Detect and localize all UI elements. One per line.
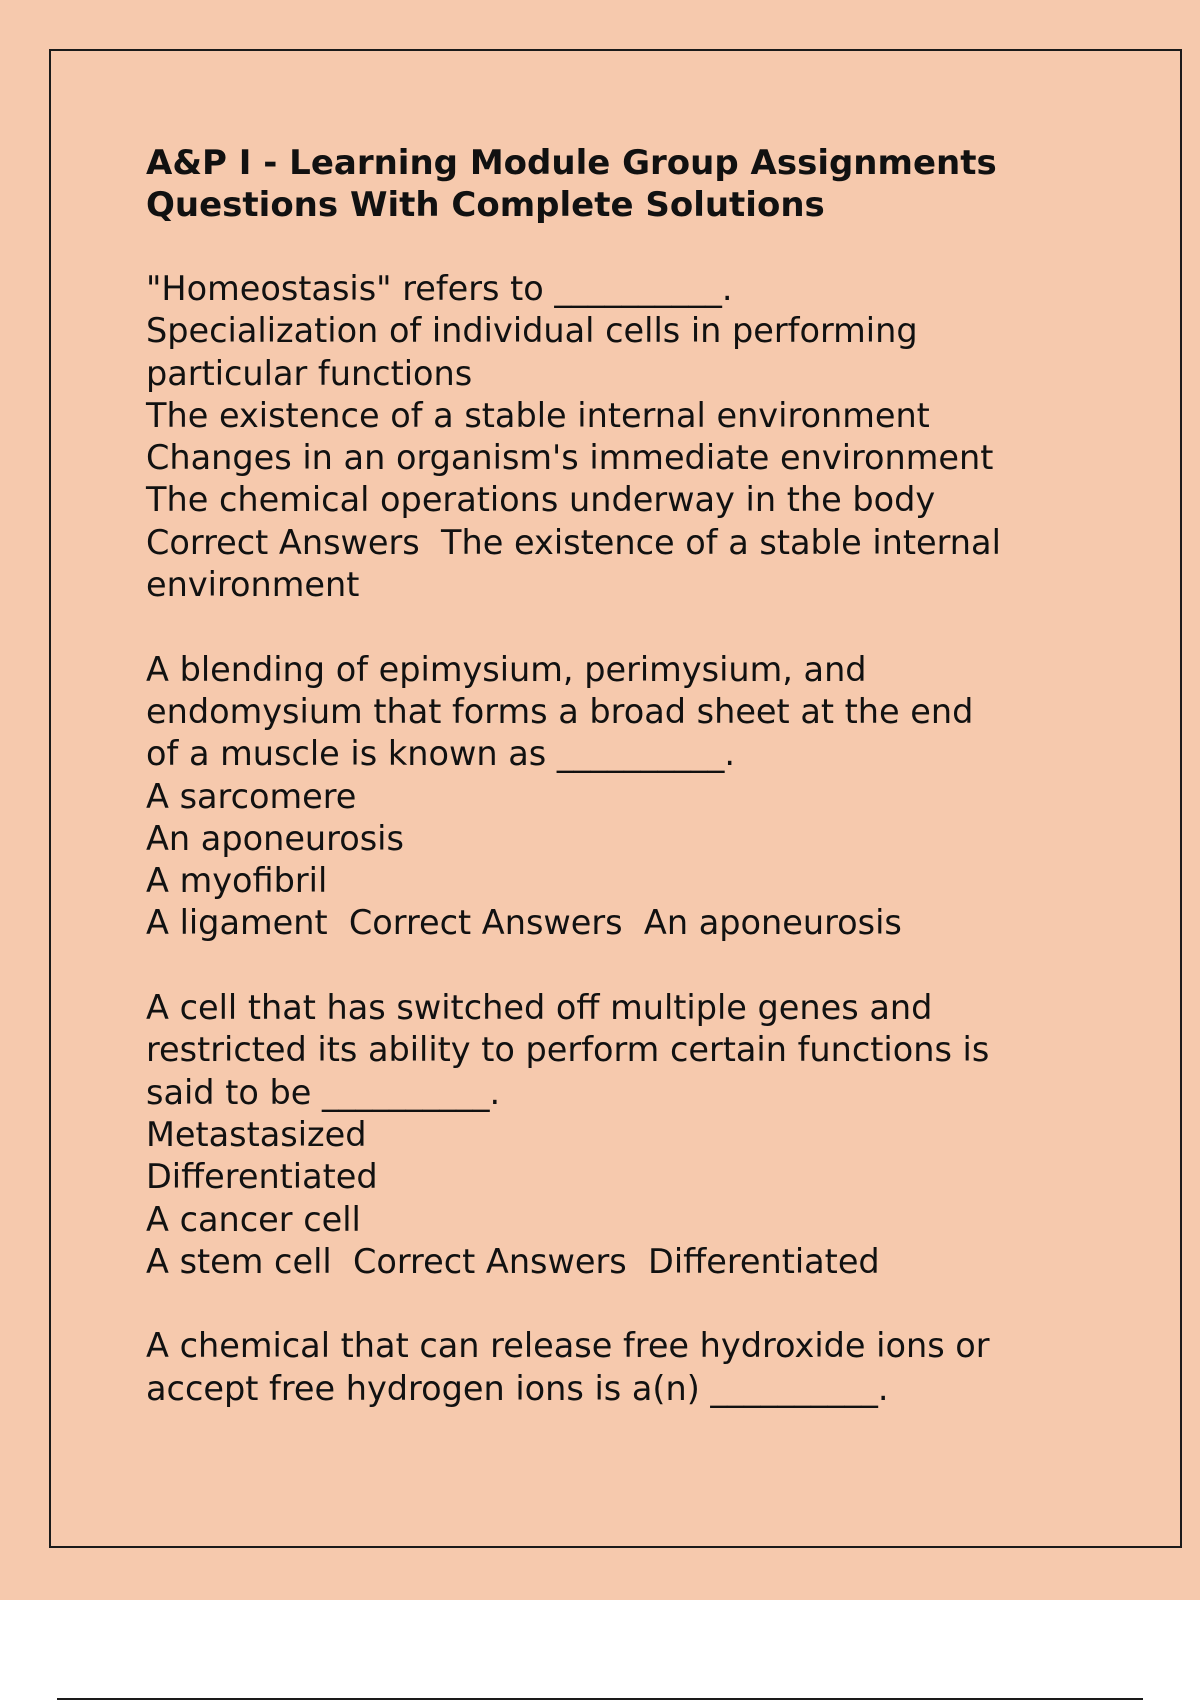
question-2-line-5: An aponeurosis [146,818,404,858]
title-line-1: A&P I - Learning Module Group Assignments [146,143,997,183]
question-2-line-6: A myofibril [146,861,328,901]
question-1-line-1: "Homeostasis" refers to __________. [146,269,733,308]
question-block-3 [146,987,1106,1283]
document-content [146,142,1106,1410]
title-spacer [146,226,1106,268]
question-1-line-8: environment [146,565,360,605]
question-2-line-2: endomysium that forms a broad sheet at the end [146,691,974,731]
question-4-line-2: accept free hydrogen ions is a(n) __________. [146,1368,889,1408]
question-3-line-3: said to be __________. [146,1072,501,1112]
question-1-line-5: Changes in an organism's immediate environment [146,438,994,478]
question-3-line-4: Metastasized [146,1114,367,1154]
question-block-2 [146,649,1106,945]
question-block-4 [146,1325,1106,1410]
question-3-line-6: A cancer cell [146,1199,361,1239]
question-1-line-4: The existence of a stable internal environment [146,395,930,435]
question-4-line-1: A chemical that can release free hydroxide ions or [146,1326,990,1366]
title-line-2: Questions With Complete Solutions [146,185,825,225]
question-block-1 [146,268,1106,606]
question-3-line-7: A stem cell Correct Answers Differentiated [146,1241,880,1281]
question-1-line-6: The chemical operations underway in the body [146,480,936,520]
question-1-line-2: Specialization of individual cells in performing [146,311,918,351]
document-title [146,142,1106,226]
question-3-line-5: Differentiated [146,1157,378,1197]
question-1-line-3: particular functions [146,353,473,393]
question-1-line-7: Correct Answers The existence of a stable internal [146,522,1001,562]
question-3-line-1: A cell that has switched off multiple genes and [146,988,933,1028]
question-3-line-2: restricted its ability to perform certain functions is [146,1030,990,1070]
question-2-line-1: A blending of epimysium, perimysium, and [146,649,867,689]
question-2-line-4: A sarcomere [146,776,357,816]
question-2-line-3: of a muscle is known as __________. [146,734,736,774]
question-2-line-7: A ligament Correct Answers An aponeurosis [146,903,902,943]
